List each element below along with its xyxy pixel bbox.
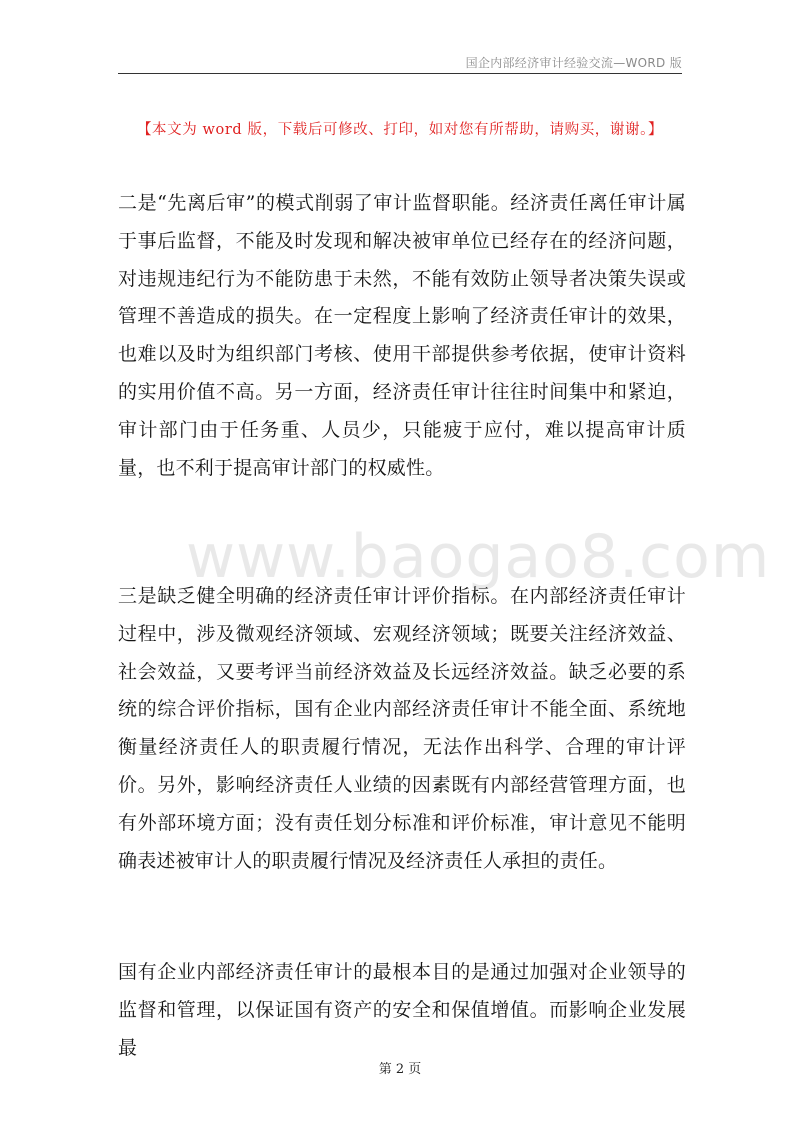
- paragraph-audit-mode: 二是“先离后审”的模式削弱了审计监督职能。经济责任离任审计属于事后监督，不能及时发现和解决被审单位已经存在的经济问题，对违规违纪行为不能防患于未然，不能有效防止领导者决策失误或管理不善造成的损失。在一定程度上影响了经济责任审计的效果，也难以及时为组织部门考核、使用干部提供参考依据，使审计资料的实用价值不高。另一方面，经济责任审计往往时间集中和紧迫，审计部门由于任务重、人员少，只能疲于应付，难以提高审计质量，也不利于提高审计部门的权威性。: [118, 192, 686, 479]
- header-title: 国企内部经济审计经验交流—WORD 版: [465, 56, 682, 70]
- paragraph-evaluation-indicators: 三是缺乏健全明确的经济责任审计评价指标。在内部经济责任审计过程中，涉及微观经济领域、宏观经济领域；既要关注经济效益、社会效益，又要考评当前经济效益及长远经济效益。缺乏必要的系统的综合评价指标，国有企业内部经济责任审计不能全面、系统地衡量经济责任人的职责履行情况，无法作出科学、合理的审计评价。另外，影响经济责任人业绩的因素既有内部经营管理方面，也有外部环境方面；没有责任划分标准和评价标准，审计意见不能明确表述被审计人的职责履行情况及经济责任人承担的责任。: [118, 585, 686, 872]
- header-divider: [118, 73, 682, 74]
- purchase-notice: 【本文为 word 版，下载后可修改、打印，如对您有所帮助，请购买，谢谢。】: [136, 122, 664, 138]
- page-number: 第 2 页: [378, 1062, 422, 1077]
- paragraph-audit-purpose: 国有企业内部经济责任审计的最根本目的是通过加强对企业领导的监督和管理，以保证国有资产的安全和保值增值。而影响企业发展最: [118, 961, 686, 1059]
- watermark: www.baogao8.com: [186, 522, 771, 592]
